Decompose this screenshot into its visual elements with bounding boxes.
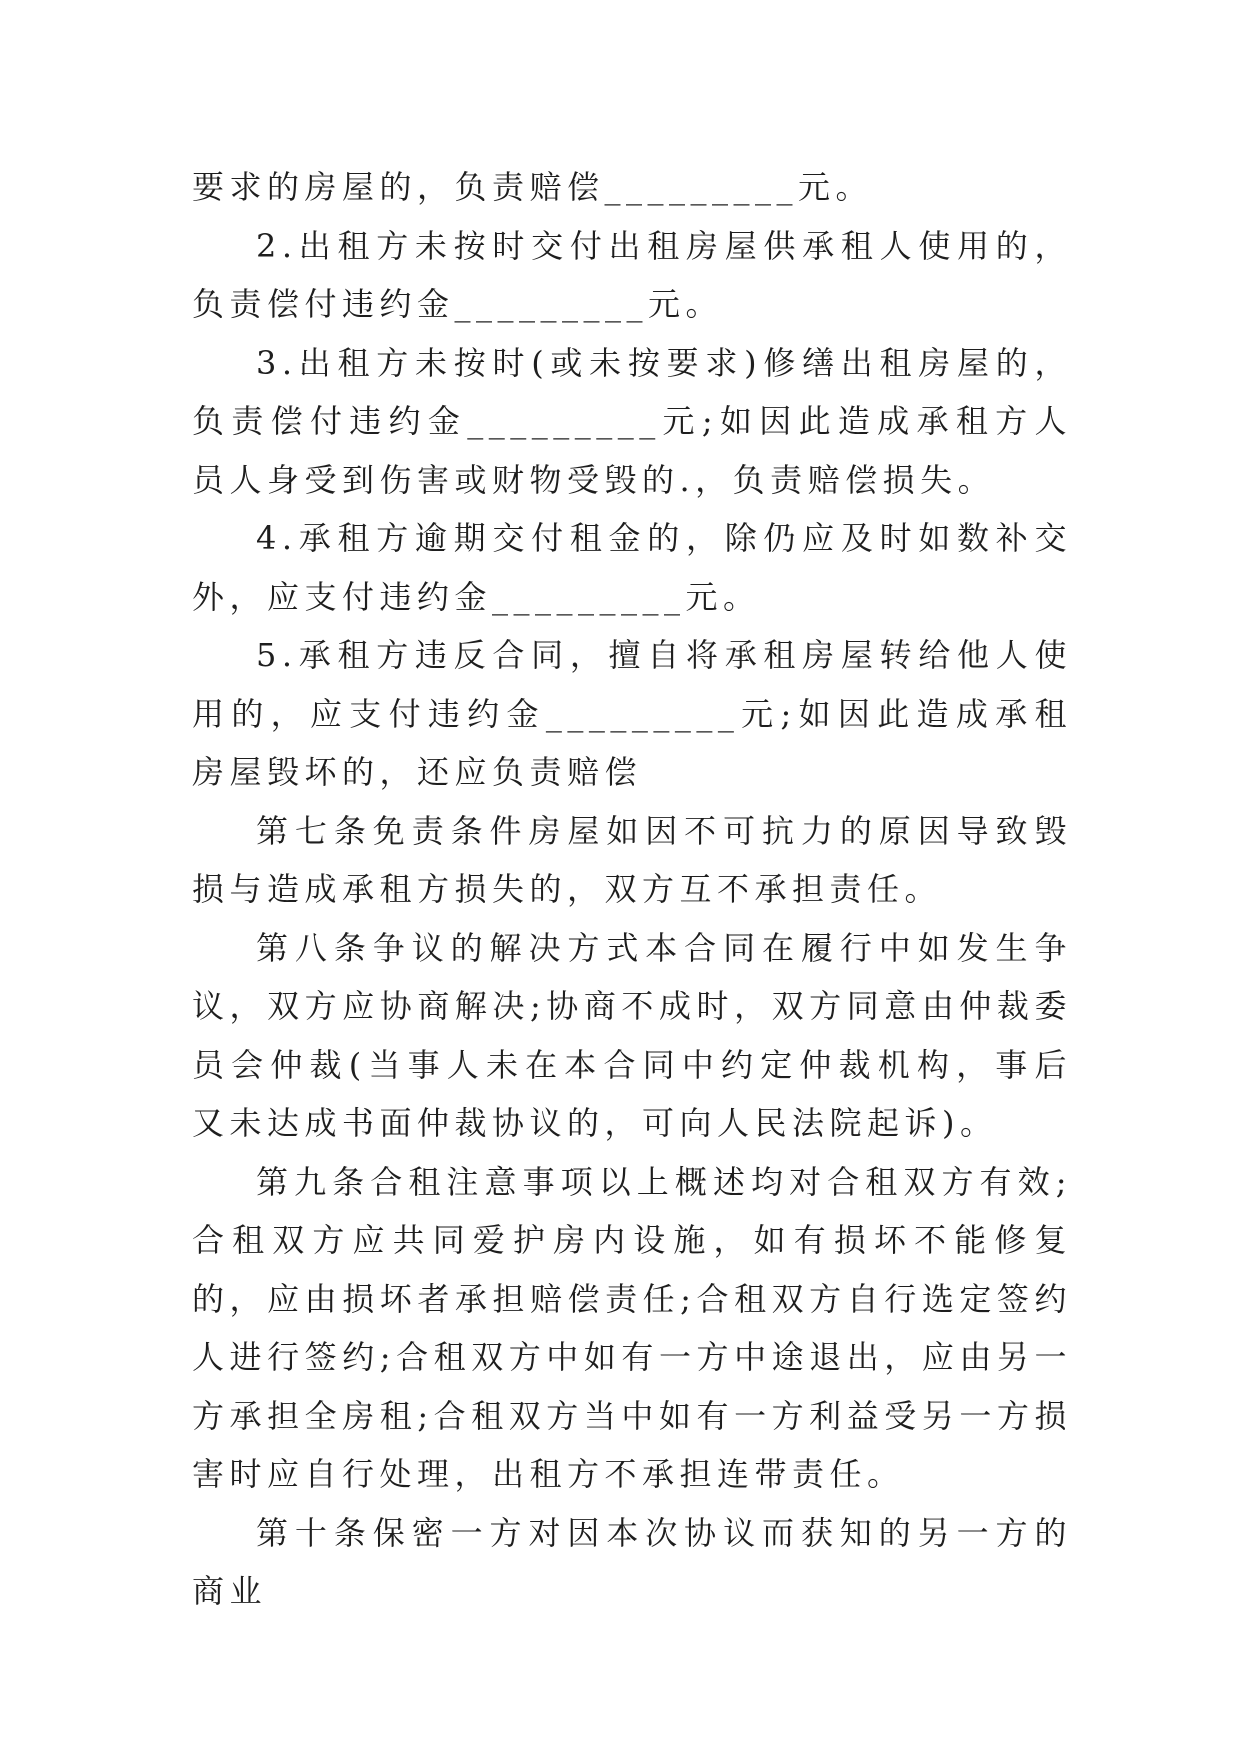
paragraph-clause-4: 4.承租方逾期交付租金的，除仍应及时如数补交外，应支付违约金_________元。 [192,519,1072,616]
paragraph-clause-5: 5.承租方违反合同，擅自将承租房屋转给他人使用的，应支付违约金_________元;如因此造成承租房屋毁坏的，还应负责赔偿 [192,636,1072,791]
paragraph-article-8: 第八条争议的解决方式本合同在履行中如发生争议，双方应协商解决;协商不成时，双方同意由仲裁委员会仲裁(当事人未在本合同中约定仲裁机构，事后又未达成书面仲裁协议的，可向人民法院起诉)。 [192,928,1072,1142]
document-body [192,158,1072,1621]
paragraph-clause-3: 3.出租方未按时(或未按要求)修缮出租房屋的，负责偿付违约金_________元;如因此造成承租方人员人身受到伤害或财物受毁的.，负责赔偿损失。 [192,343,1072,499]
paragraph-article-7: 第七条免责条件房屋如因不可抗力的原因导致毁损与造成承租方损失的，双方互不承担责任。 [192,811,1072,908]
paragraph-article-9: 第九条合租注意事项以上概述均对合租双方有效;合租双方应共同爱护房内设施，如有损坏不能修复的，应由损坏者承担赔偿责任;合租双方自行选定签约人进行签约;合租双方中如有一方中途退出，应由另一方承担全房租;合租双方当中如有一方利益受另一方损害时应自行处理，出租方不承担连带责任。 [192,1162,1072,1493]
paragraph-continuation: 要求的房屋的，负责赔偿_________元。 [192,168,874,206]
paragraph-clause-2: 2.出租方未按时交付出租房屋供承租人使用的，负责偿付违约金_________元。 [192,226,1072,323]
paragraph-article-10: 第十条保密一方对因本次协议而获知的另一方的商业 [192,1513,1072,1610]
